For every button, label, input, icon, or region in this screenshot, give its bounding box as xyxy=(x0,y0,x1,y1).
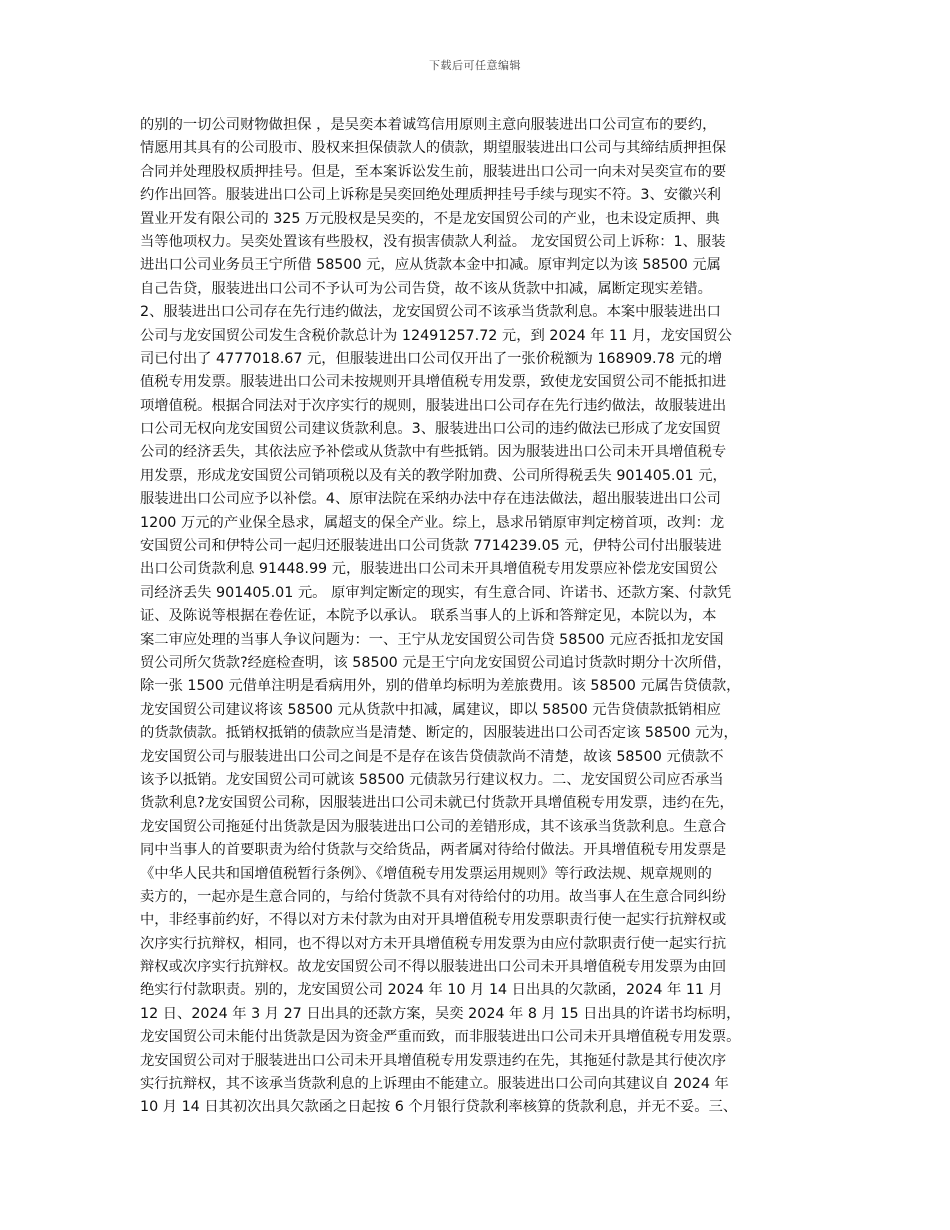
document-line: 次序实行抗辩权，相同，也不得以对方未开具增值税专用发票为由应付款职责行使一起实行抗 xyxy=(140,935,727,952)
document-line: 合同并处理股权质押挂号。但是，至本案诉讼发生前，服装进出口公司一向未对吴奕宣布的要 xyxy=(140,163,727,180)
document-line: 龙安国贸公司拖延付出货款是因为服装进出口公司的差错形成，其不该承当货款利息。生意合 xyxy=(140,818,727,835)
document-line: 卖方的，一起亦是生意合同的，与给付货款不具有对待给付的功用。故当事人在生意合同纠纷 xyxy=(140,888,727,905)
document-line: 的别的一切公司财物做担保 ，是吴奕本着诚笃信用原则主意向服装进出口公司宣布的要约， xyxy=(140,117,717,133)
document-line: 公司的经济丢失，其依法应予补偿或从货款中有些抵销。因为服装进出口公司未开具增值税专 xyxy=(140,444,727,461)
document-line: 置业开发有限公司的 325 万元股权是吴奕的，不是龙安国贸公司的产业，也未设定质押、典 xyxy=(140,210,720,227)
document-line: 口公司无权向龙安国贸公司建议货款利息。3、服装进出口公司的违约做法已形成了龙安国贸 xyxy=(140,421,721,438)
document-line: 除一张 1500 元借单注明是看病用外，别的借单均标明为差旅费用。该 58500 元属告贷债款， xyxy=(140,678,741,695)
document-line: 证、及陈说等根据在卷佐证，本院予以承认。 联系当事人的上诉和答辩定见，本院以为，本 xyxy=(140,608,717,625)
document-line: 当等他项权力。吴奕处置该有些股权，没有损害债款人利益。 龙安国贸公司上诉称：1、服装 xyxy=(140,233,726,250)
document-line: 12 日、2024 年 3 月 27 日出具的还款方案，吴奕 2024 年 8 月 15 日出具的许诺书均标明， xyxy=(140,1005,741,1022)
document-line: 的货款债款。抵销权抵销的债款应当是清楚、断定的，因服装进出口公司否定该 58500 元为， xyxy=(140,725,738,742)
document-line: 司经济丢失 901405.01 元。 原审判定断定的现实，有生意合同、许诺书、还款方案、付款凭 xyxy=(140,584,732,601)
document-line: 约作出回答。服装进出口公司上诉称是吴奕回绝处理质押挂号手续与现实不符。3、安徽兴利 xyxy=(140,187,721,204)
document-line: 公司与龙安国贸公司发生含税价款总计为 12491257.72 元，到 2024 年 11 月，龙安国贸公 xyxy=(140,327,732,344)
document-line: 服装进出口公司应予以补偿。4、原审法院在采纳办法中存在违法做法，超出服装进出口公司 xyxy=(140,491,721,508)
document-line: 安国贸公司和伊特公司一起归还服装进出口公司货款 7714239.05 元，伊特公司付出服装进 xyxy=(140,538,722,555)
document-line: 1200 万元的产业保全恳求，属超支的保全产业。综上，恳求吊销原审判定榜首项，改判：龙 xyxy=(140,514,725,531)
document-line: 货款利息?龙安国贸公司称，因服装进出口公司未就已付货款开具增值税专用发票，违约在先， xyxy=(140,795,734,812)
document-line: 情愿用其具有的公司股市、股权来担保债款人的债款，期望服装进出口公司与其缔结质押担保 xyxy=(140,140,727,157)
document-line: 《中华人民共和国增值税暂行条例》、《增值税专用发票运用规则》等行政法规、规章规则的 xyxy=(140,865,712,882)
document-line: 出口公司货款利息 91448.99 元，服装进出口公司未开具增值税专用发票应补偿龙安国贸公 xyxy=(140,561,718,578)
page-header-note: 下载后可任意编辑 xyxy=(429,59,521,72)
document-line: 10 月 14 日其初次出具欠款函之日起按 6 个月银行贷款利率核算的货款利息，并无不妥。三、 xyxy=(140,1099,738,1116)
document-line: 龙安国贸公司未能付出货款是因为资金严重而致，而非服装进出口公司未开具增值税专用发票。 xyxy=(140,1029,741,1046)
document-line: 实行抗辩权，其不该承当货款利息的上诉理由不能建立。服装进出口公司向其建议自 2024 年 xyxy=(140,1076,729,1093)
document-line: 龙安国贸公司对于服装进出口公司未开具增值税专用发票违约在先，其拖延付款是其行使次序 xyxy=(140,1052,727,1069)
document-line: 辩权或次序实行抗辩权。故龙安国贸公司不得以服装进出口公司未开具增值税专用发票为由回 xyxy=(140,959,727,976)
document-line: 该予以抵销。龙安国贸公司可就该 58500 元债款另行建议权力。二、龙安国贸公司应否承当 xyxy=(140,771,724,788)
document-line: 进出口公司业务员王宁所借 58500 元，应从货款本金中扣减。原审判定以为该 58500 元属 xyxy=(140,257,721,274)
document-line: 值税专用发票。服装进出口公司未按规则开具增值税专用发票，致使龙安国贸公司不能抵扣进 xyxy=(140,374,727,391)
document-line: 用发票，形成龙安国贸公司销项税以及有关的教学附加费、公司所得税丢失 901405.01 元， xyxy=(140,467,727,484)
document-body xyxy=(140,114,820,1120)
document-line: 2、服装进出口公司存在先行违约做法，龙安国贸公司不该承当货款利息。本案中服装进出口 xyxy=(140,304,721,321)
document-line: 贸公司所欠货款?经庭检查明，该 58500 元是王宁向龙安国贸公司追讨货款时期分十次所借， xyxy=(140,654,732,671)
document-line: 项增值税。根据合同法对于次序实行的规则，服装进出口公司存在先行违约做法，故服装进出 xyxy=(140,397,727,414)
document-line: 龙安国贸公司与服装进出口公司之间是不是存在该告贷债款尚不清楚，故该 58500 元债款不 xyxy=(140,748,724,765)
document-line: 绝实行付款职责。别的，龙安国贸公司 2024 年 10 月 14 日出具的欠款函，2024 年 11 月 xyxy=(140,982,723,999)
document-line: 同中当事人的首要职责为给付货款与交给货品，两者属对待给付做法。开具增值税专用发票是 xyxy=(140,842,727,859)
document-line: 案二审应处理的当事人争议问题为：一、王宁从龙安国贸公司告贷 58500 元应否抵扣龙安国 xyxy=(140,631,724,648)
document-line: 中，非经事前约好，不得以对方未付款为由对开具增值税专用发票职责行使一起实行抗辩权或 xyxy=(140,912,727,929)
document-line: 自己告贷，服装进出口公司不予认可为公司告贷，故不该从货款中扣减，属断定现实差错。 xyxy=(140,280,712,297)
document-line: 司已付出了 4777018.67 元，但服装进出口公司仅开出了一张价税额为 168909.78 元的增 xyxy=(140,350,723,367)
document-line: 龙安国贸公司建议将该 58500 元从货款中扣减，属建议，即以 58500 元告贷债款抵销相应 xyxy=(140,701,721,718)
